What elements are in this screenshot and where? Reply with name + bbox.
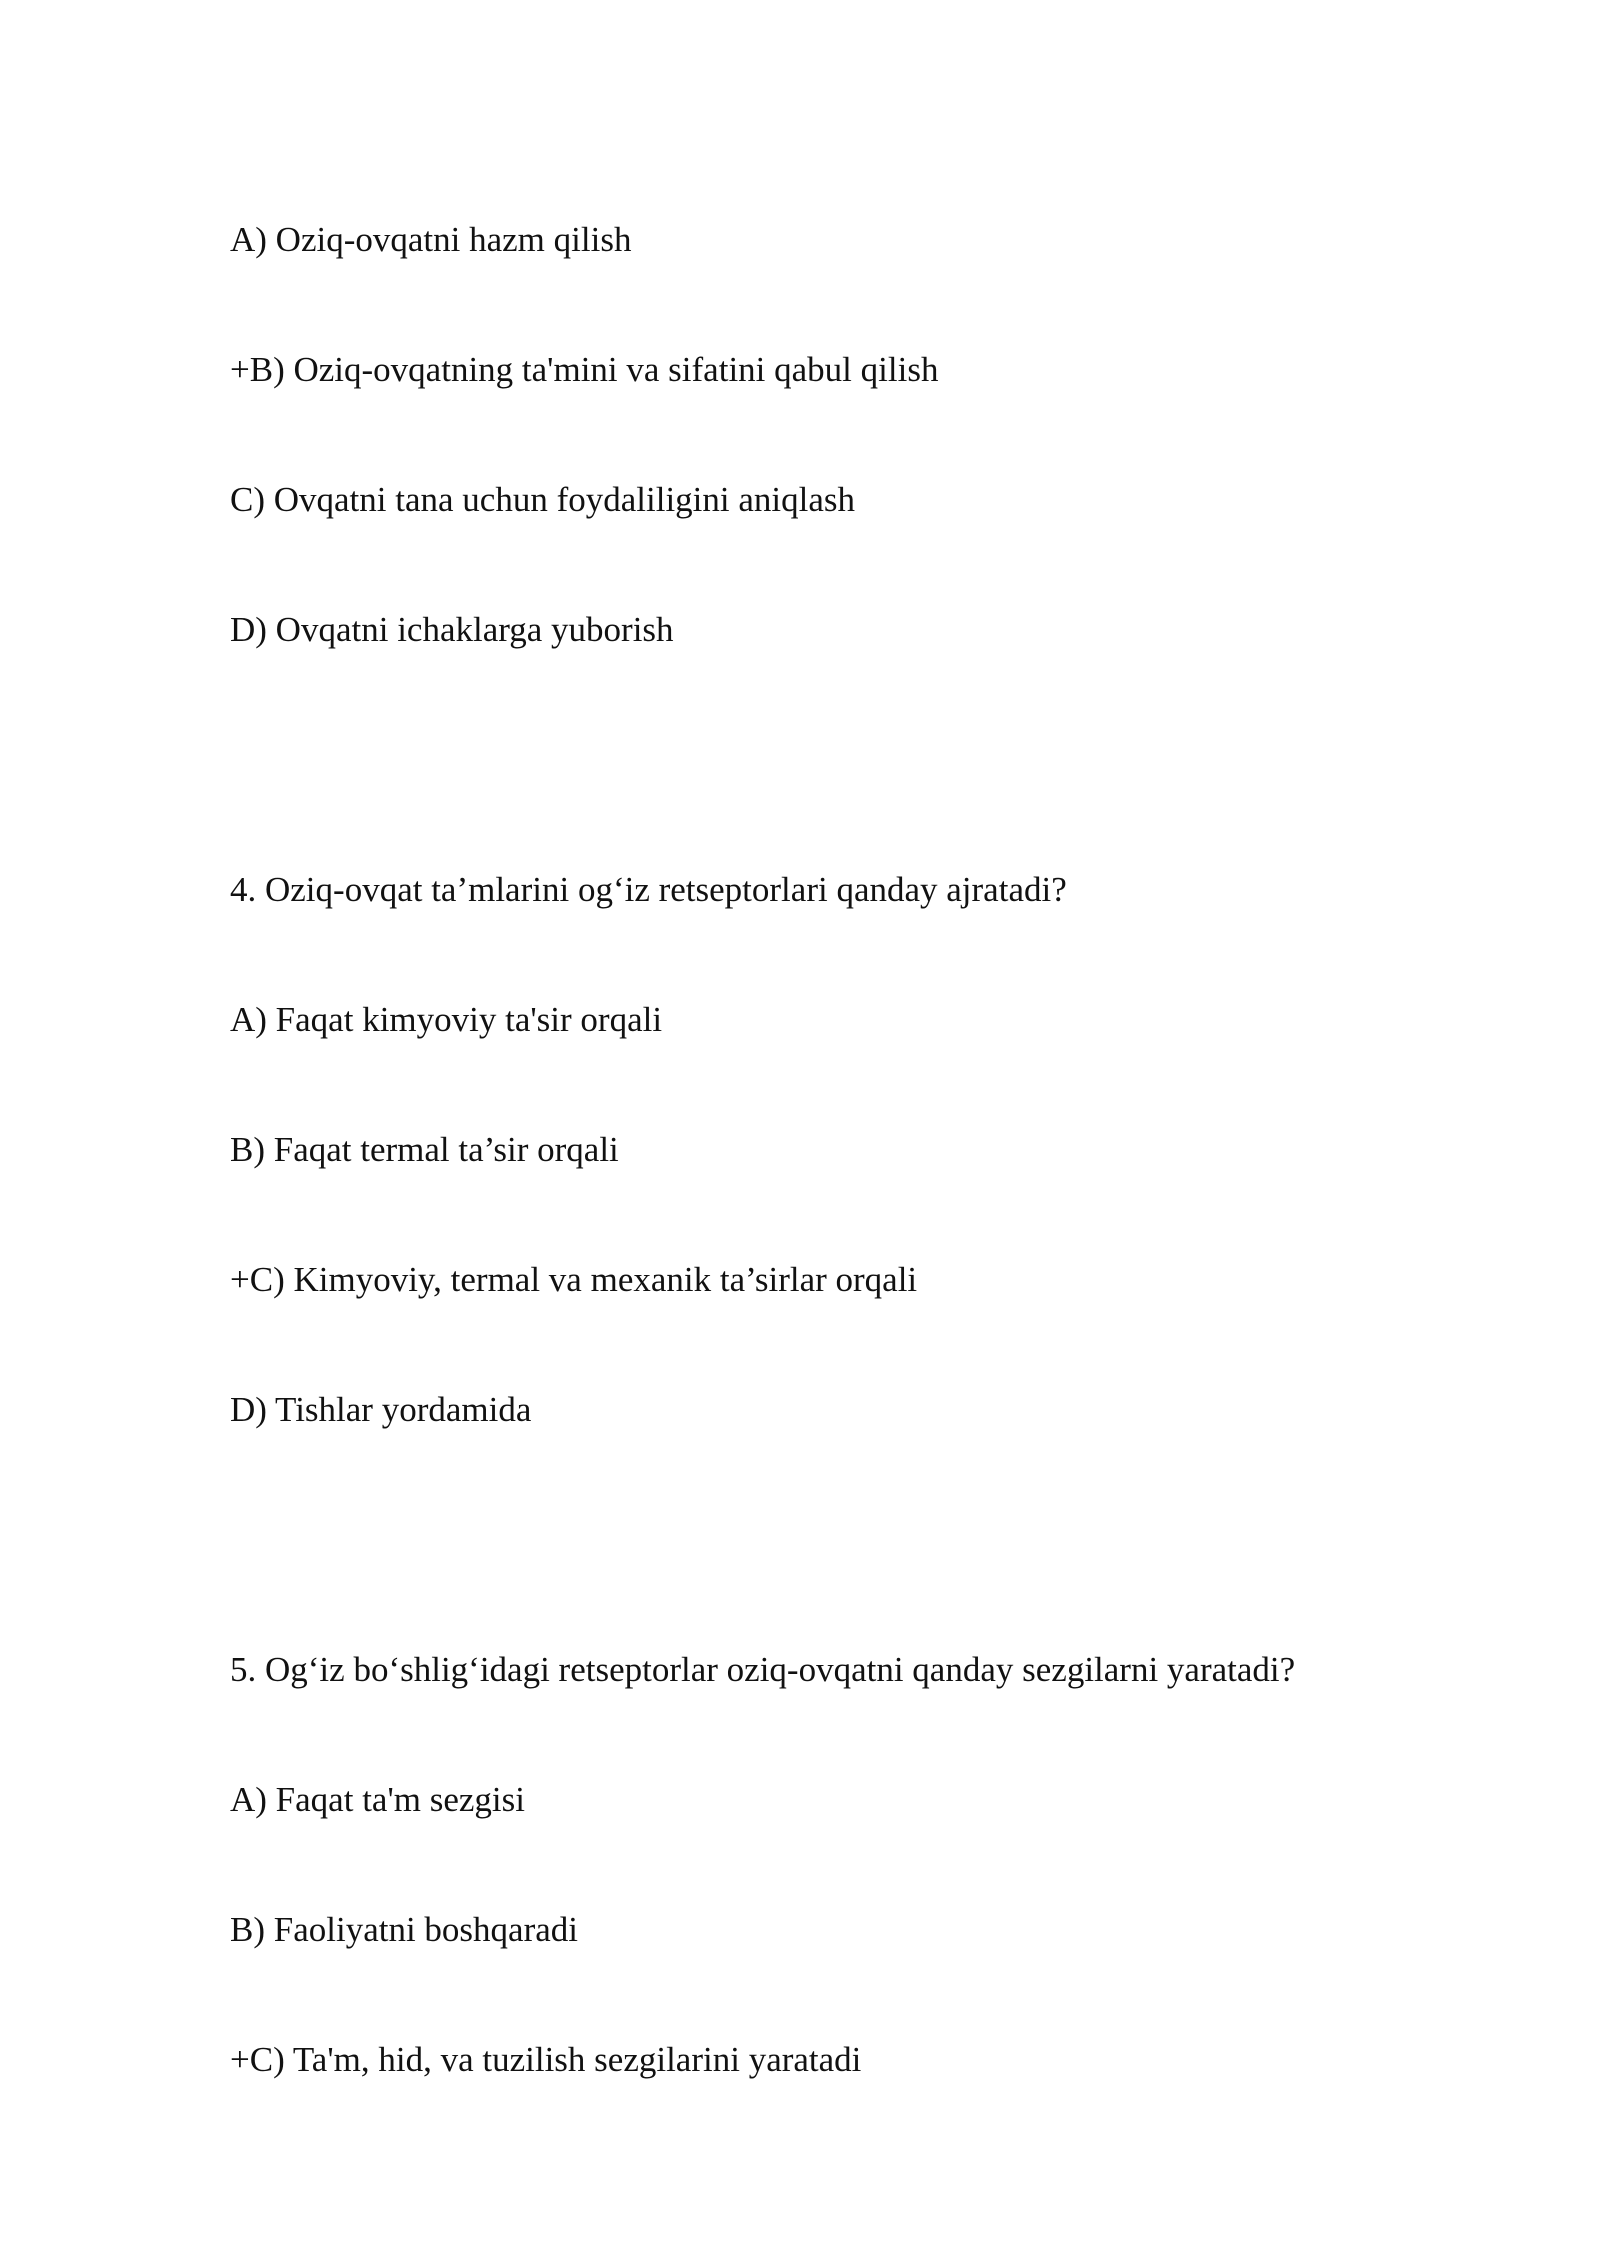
question-4: 4. Oziq-ovqat ta’mlarini og‘iz retseptorlari qanday ajratadi? bbox=[230, 870, 1067, 909]
q5-option-c-correct: +C) Ta'm, hid, va tuzilish sezgilarini yaratadi bbox=[230, 2040, 862, 2079]
q4-option-d: D) Tishlar yordamida bbox=[230, 1390, 532, 1429]
question-5: 5. Og‘iz bo‘shlig‘idagi retseptorlar oziq-ovqatni qanday sezgilarni yaratadi? bbox=[230, 1650, 1296, 1689]
option-d: D) Ovqatni ichaklarga yuborish bbox=[230, 610, 674, 649]
q4-option-a: A) Faqat kimyoviy ta'sir orqali bbox=[230, 1000, 663, 1039]
q5-option-a: A) Faqat ta'm sezgisi bbox=[230, 1780, 525, 1819]
q4-option-c-correct: +C) Kimyoviy, termal va mexanik ta’sirlar orqali bbox=[230, 1260, 918, 1299]
option-c: C) Ovqatni tana uchun foydaliligini aniqlash bbox=[230, 480, 856, 519]
q4-option-b: B) Faqat termal ta’sir orqali bbox=[230, 1130, 619, 1169]
option-b-correct: +B) Oziq-ovqatning ta'mini va sifatini qabul qilish bbox=[230, 350, 939, 389]
option-a: A) Oziq-ovqatni hazm qilish bbox=[230, 220, 632, 259]
q5-option-b: B) Faoliyatni boshqaradi bbox=[230, 1910, 579, 1949]
